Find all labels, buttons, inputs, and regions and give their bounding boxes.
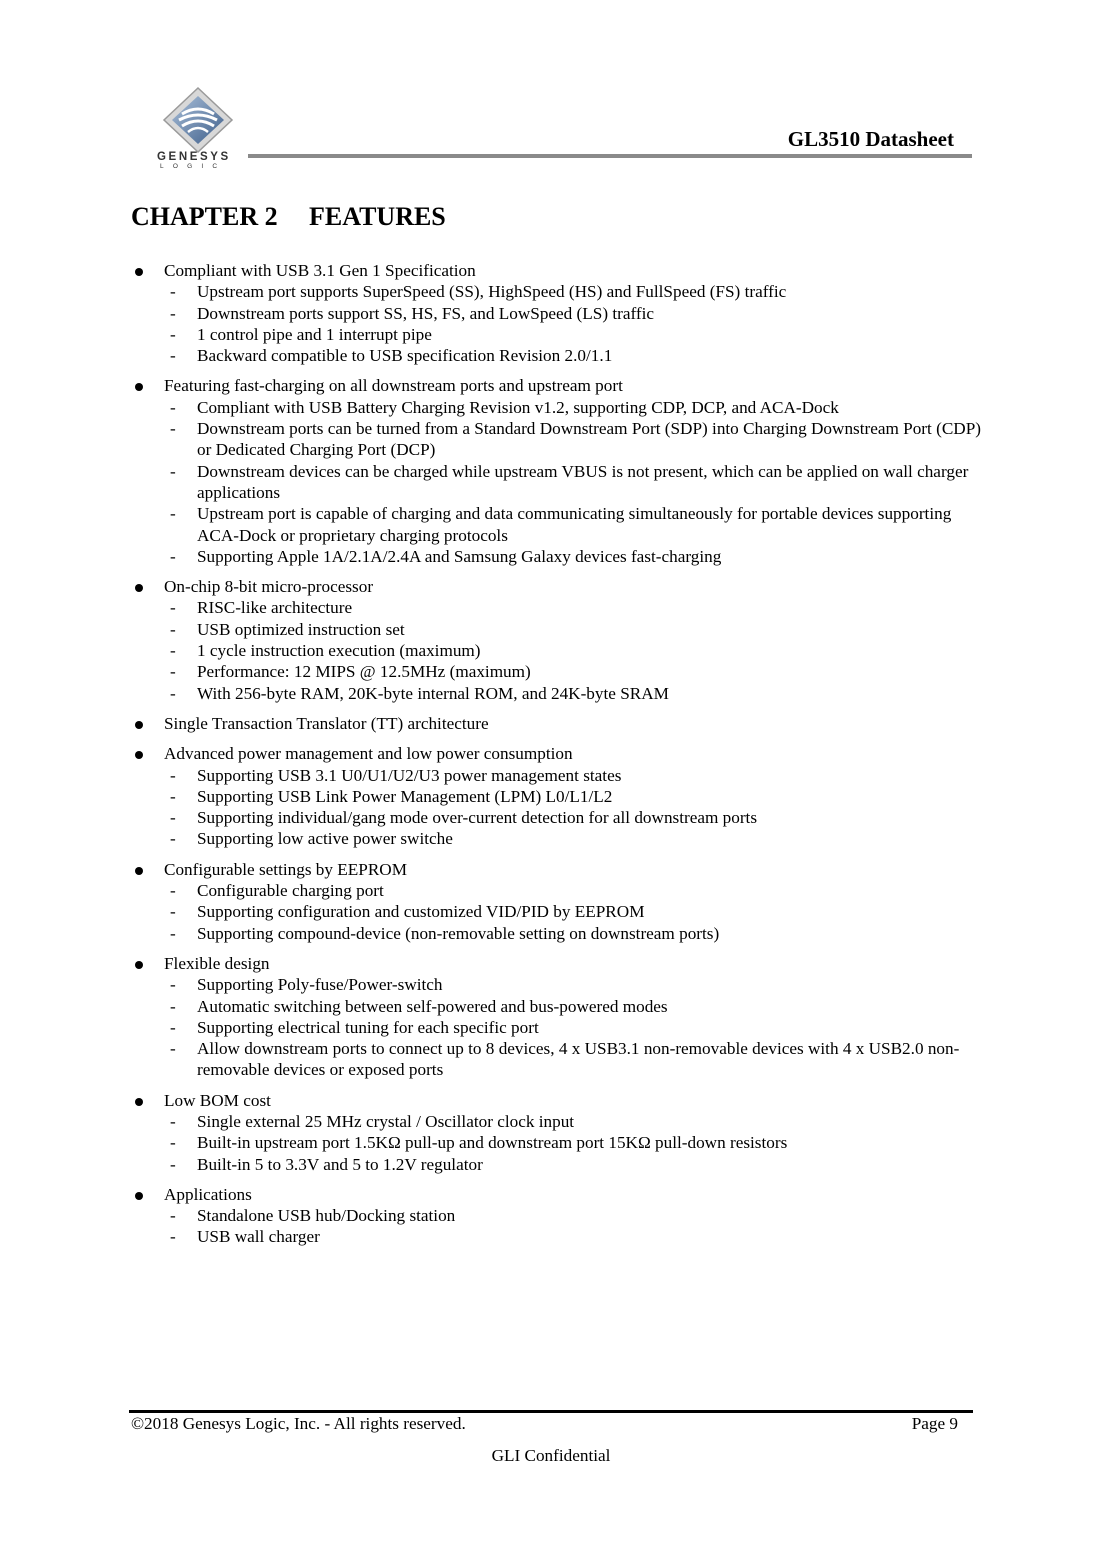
logo-wordmark: GENESYS xyxy=(157,151,231,163)
feature-text: Single Transaction Translator (TT) architecture xyxy=(164,713,489,733)
feature-subitem-text: Supporting USB 3.1 U0/U1/U2/U3 power management states xyxy=(197,765,622,785)
feature-subitem xyxy=(164,1154,981,1175)
feature-subitem-text: USB optimized instruction set xyxy=(197,619,405,639)
feature-subitem-text: USB wall charger xyxy=(197,1227,320,1247)
chapter-number: CHAPTER 2 xyxy=(131,202,278,231)
bullet-icon xyxy=(135,867,143,875)
feature-text: Flexible design xyxy=(164,953,270,973)
feature-subitem-text: Automatic switching between self-powered and bus-powered modes xyxy=(197,996,668,1016)
footer-page-number: Page 9 xyxy=(911,1414,958,1433)
dash-marker: - xyxy=(170,923,176,943)
dash-marker: - xyxy=(170,1154,176,1174)
feature-sublist xyxy=(164,765,981,850)
feature-subitem-text: Supporting Poly-fuse/Power-switch xyxy=(197,975,443,995)
feature-sublist xyxy=(164,974,981,1080)
feature-item xyxy=(131,713,981,734)
dash-marker: - xyxy=(170,419,176,439)
dash-marker: - xyxy=(170,504,176,524)
feature-subitem xyxy=(164,661,981,682)
feature-subitem-text: Supporting USB Link Power Management (LPM) L0/L1/L2 xyxy=(197,786,613,806)
bullet-icon xyxy=(135,751,143,759)
dash-marker: - xyxy=(170,829,176,849)
feature-subitem xyxy=(164,974,981,995)
feature-sublist xyxy=(164,397,981,567)
dash-marker: - xyxy=(170,346,176,366)
document-title: GL3510 Datasheet xyxy=(787,127,954,151)
feature-subitem xyxy=(164,1111,981,1132)
feature-subitem-text: Built-in 5 to 3.3V and 5 to 1.2V regulator xyxy=(197,1154,483,1174)
feature-sublist xyxy=(164,1205,981,1248)
feature-subitem xyxy=(164,807,981,828)
dash-marker: - xyxy=(170,303,176,323)
footer-divider xyxy=(129,1410,973,1413)
bullet-icon xyxy=(135,721,143,729)
dash-marker: - xyxy=(170,996,176,1016)
dash-marker: - xyxy=(170,902,176,922)
feature-item xyxy=(131,1184,981,1248)
dash-marker: - xyxy=(170,662,176,682)
dash-marker: - xyxy=(170,683,176,703)
feature-subitem xyxy=(164,1226,981,1247)
feature-subitem xyxy=(164,640,981,661)
dash-marker: - xyxy=(170,808,176,828)
feature-subitem-text: 1 cycle instruction execution (maximum) xyxy=(197,641,481,661)
feature-subitem xyxy=(164,1132,981,1153)
feature-subitem-text: Supporting Apple 1A/2.1A/2.4A and Samsung Galaxy devices fast-charging xyxy=(197,546,722,566)
feature-sublist xyxy=(164,597,981,703)
bullet-icon xyxy=(135,1098,143,1106)
dash-marker: - xyxy=(170,641,176,661)
feature-item xyxy=(131,576,981,704)
feature-text: Compliant with USB 3.1 Gen 1 Specification xyxy=(164,261,476,280)
feature-subitem xyxy=(164,996,981,1017)
dash-marker: - xyxy=(170,461,176,481)
dash-marker: - xyxy=(170,546,176,566)
feature-text: Featuring fast-charging on all downstream ports and upstream port xyxy=(164,376,623,396)
feature-subitem xyxy=(164,303,981,324)
feature-subitem xyxy=(164,546,981,567)
dash-marker: - xyxy=(170,598,176,618)
feature-subitem-text: 1 control pipe and 1 interrupt pipe xyxy=(197,324,432,344)
dash-marker: - xyxy=(170,1206,176,1226)
feature-subitem xyxy=(164,1038,981,1081)
feature-sublist xyxy=(164,880,981,944)
feature-subitem-text: Standalone USB hub/Docking station xyxy=(197,1206,456,1226)
feature-subitem xyxy=(164,828,981,849)
feature-item xyxy=(131,743,981,849)
feature-sublist xyxy=(164,1111,981,1175)
feature-subitem-text: Supporting individual/gang mode over-current detection for all downstream ports xyxy=(197,808,758,828)
bullet-icon xyxy=(135,1192,143,1200)
feature-subitem-text: Supporting configuration and customized VID/PID by EEPROM xyxy=(197,902,645,922)
dash-marker: - xyxy=(170,1017,176,1037)
bullet-icon xyxy=(135,961,143,969)
feature-subitem-text: Performance: 12 MIPS @ 12.5MHz (maximum) xyxy=(197,662,531,682)
feature-subitem-text: Supporting low active power switche xyxy=(197,829,453,849)
dash-marker: - xyxy=(170,1227,176,1247)
feature-subitem-text: RISC-like architecture xyxy=(197,598,353,618)
dash-marker: - xyxy=(170,786,176,806)
feature-subitem xyxy=(164,683,981,704)
feature-subitem xyxy=(164,345,981,366)
features-list xyxy=(131,260,981,1257)
feature-subitem-text: Upstream port supports SuperSpeed (SS), HighSpeed (HS) and FullSpeed (FS) traffic xyxy=(197,282,787,302)
feature-subitem xyxy=(164,765,981,786)
feature-subitem xyxy=(164,923,981,944)
feature-subitem xyxy=(164,503,981,546)
dash-marker: - xyxy=(170,619,176,639)
feature-subitem xyxy=(164,880,981,901)
feature-subitem-text: Downstream ports can be turned from a Standard Downstream Port (SDP) into Charging Downstream Port (CDP) or Dedicated Charging Port (DCP) xyxy=(197,419,981,460)
feature-subitem xyxy=(164,597,981,618)
feature-subitem-text: Built-in upstream port 1.5KΩ pull-up and downstream port 15KΩ pull-down resistors xyxy=(197,1133,788,1153)
feature-subitem xyxy=(164,397,981,418)
feature-subitem-text: Single external 25 MHz crystal / Oscillator clock input xyxy=(197,1111,575,1131)
dash-marker: - xyxy=(170,975,176,995)
feature-text: On-chip 8-bit micro-processor xyxy=(164,577,374,597)
footer-confidential: GLI Confidential xyxy=(491,1446,611,1465)
header-divider xyxy=(248,154,972,158)
feature-text: Low BOM cost xyxy=(164,1090,271,1110)
dash-marker: - xyxy=(170,1133,176,1153)
feature-subitem-text: Supporting electrical tuning for each specific port xyxy=(197,1017,539,1037)
bullet-icon xyxy=(135,383,143,391)
dash-marker: - xyxy=(170,765,176,785)
dash-marker: - xyxy=(170,397,176,417)
feature-text: Configurable settings by EEPROM xyxy=(164,859,408,879)
feature-sublist xyxy=(164,281,981,366)
feature-subitem-text: Configurable charging port xyxy=(197,881,384,901)
feature-subitem xyxy=(164,281,981,302)
feature-item xyxy=(131,859,981,944)
feature-subitem xyxy=(164,619,981,640)
feature-subitem-text: Downstream ports support SS, HS, FS, and LowSpeed (LS) traffic xyxy=(197,303,655,323)
feature-subitem-text: Supporting compound-device (non-removable setting on downstream ports) xyxy=(197,923,720,943)
feature-text: Applications xyxy=(164,1184,252,1204)
feature-subitem xyxy=(164,418,981,461)
feature-subitem xyxy=(164,461,981,504)
bullet-icon xyxy=(135,584,143,592)
feature-subitem-text: With 256-byte RAM, 20K-byte internal ROM, and 24K-byte SRAM xyxy=(197,683,669,703)
logo-subtext: LOGIC xyxy=(160,163,227,170)
feature-item xyxy=(131,953,981,1081)
feature-subitem-text: Compliant with USB Battery Charging Revision v1.2, supporting CDP, DCP, and ACA-Dock xyxy=(197,397,839,417)
feature-subitem xyxy=(164,786,981,807)
feature-item xyxy=(131,1090,981,1175)
chapter-title: FEATURES xyxy=(309,202,446,231)
feature-subitem-text: Backward compatible to USB specification Revision 2.0/1.1 xyxy=(197,346,613,366)
feature-subitem-text: Allow downstream ports to connect up to 8 devices, 4 x USB3.1 non-removable devices with 4 x USB2.0 non-removable devices or exposed ports xyxy=(197,1039,960,1080)
feature-subitem xyxy=(164,1017,981,1038)
feature-subitem-text: Upstream port is capable of charging and data communicating simultaneously for portable devices supporting ACA-Dock or proprietary charging protocols xyxy=(197,504,952,545)
footer-copyright: ©2018 Genesys Logic, Inc. - All rights reserved. xyxy=(131,1414,466,1433)
dash-marker: - xyxy=(170,881,176,901)
feature-subitem xyxy=(164,324,981,345)
feature-subitem xyxy=(164,1205,981,1226)
feature-item xyxy=(131,375,981,567)
dash-marker: - xyxy=(170,1039,176,1059)
feature-subitem xyxy=(164,901,981,922)
dash-marker: - xyxy=(170,282,176,302)
chapter-heading xyxy=(131,202,446,232)
feature-text: Advanced power management and low power consumption xyxy=(164,744,573,764)
feature-item xyxy=(131,260,981,366)
dash-marker: - xyxy=(170,1111,176,1131)
feature-subitem-text: Downstream devices can be charged while upstream VBUS is not present, which can be applied on wall charger applications xyxy=(197,461,969,502)
dash-marker: - xyxy=(170,324,176,344)
bullet-icon xyxy=(135,268,143,276)
